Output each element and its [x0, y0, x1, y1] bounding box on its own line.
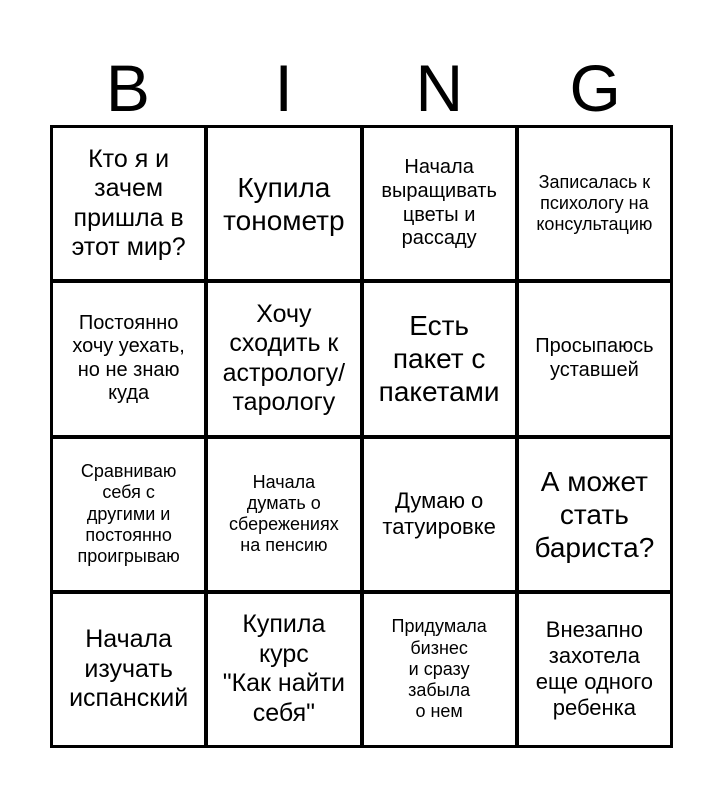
bingo-cell-r2-c4[interactable]	[519, 283, 670, 434]
bingo-board	[50, 125, 673, 748]
bingo-cell-r3-c4[interactable]	[519, 439, 670, 590]
bingo-cell-r2-c3[interactable]	[364, 283, 515, 434]
bingo-cell-r3-c1[interactable]	[53, 439, 204, 590]
bingo-cell-r4-c3[interactable]	[364, 594, 515, 745]
bingo-cell-text: Придумала бизнес и сразу забыла о нем	[391, 616, 487, 722]
bingo-cell-text: Хочу сходить к астрологу/ тарологу	[222, 299, 346, 417]
bingo-cell-r3-c3[interactable]	[364, 439, 515, 590]
bingo-cell-text: Начала думать о сбережениях на пенсию	[229, 471, 339, 556]
bingo-cell-text: Просыпаюсь уставшей	[535, 335, 654, 381]
bingo-cell-r1-c4[interactable]	[519, 128, 670, 279]
header-letter-n: N	[415, 51, 464, 125]
bingo-cell-text: Купила курс "Как найти себя"	[222, 610, 346, 727]
header-letter-b: B	[105, 51, 150, 125]
bingo-cell-r1-c1[interactable]	[53, 128, 204, 279]
bingo-cell-r1-c2[interactable]	[208, 128, 359, 279]
bingo-cell-text: Кто я и зачем пришла в этот мир?	[71, 144, 186, 262]
bingo-cell-text: Постоянно хочу уехать, но не знаю куда	[72, 311, 185, 405]
bingo-cell-text: А может стать бариста?	[534, 465, 655, 563]
bingo-cell-text: Начала изучать испанский	[69, 625, 189, 713]
bingo-header	[50, 52, 673, 124]
bingo-cell-r2-c2[interactable]	[208, 283, 359, 434]
bingo-cell-r3-c2[interactable]	[208, 439, 359, 590]
bingo-cell-text: Купила тонометр	[223, 171, 345, 236]
bingo-cell-text: Внезапно захотела еще одного ребенка	[535, 617, 653, 721]
bingo-cell-text: Записалась к психологу на консультацию	[536, 171, 653, 235]
bingo-cell-text: Сравниваю себя с другими и постоянно проигрываю	[77, 461, 180, 566]
bingo-cell-r4-c1[interactable]	[53, 594, 204, 745]
bingo-cell-r2-c1[interactable]	[53, 283, 204, 434]
bingo-cell-r4-c2[interactable]	[208, 594, 359, 745]
bingo-cell-text: Думаю о татуировке	[382, 488, 496, 540]
bingo-cell-r1-c3[interactable]	[364, 128, 515, 279]
bingo-cell-r4-c4[interactable]	[519, 594, 670, 745]
bingo-cell-text: Есть пакет с пакетами	[378, 310, 500, 408]
header-letter-g: G	[569, 51, 621, 125]
bingo-cell-text: Начала выращивать цветы и рассаду	[381, 156, 497, 250]
header-letter-i: I	[274, 51, 293, 125]
